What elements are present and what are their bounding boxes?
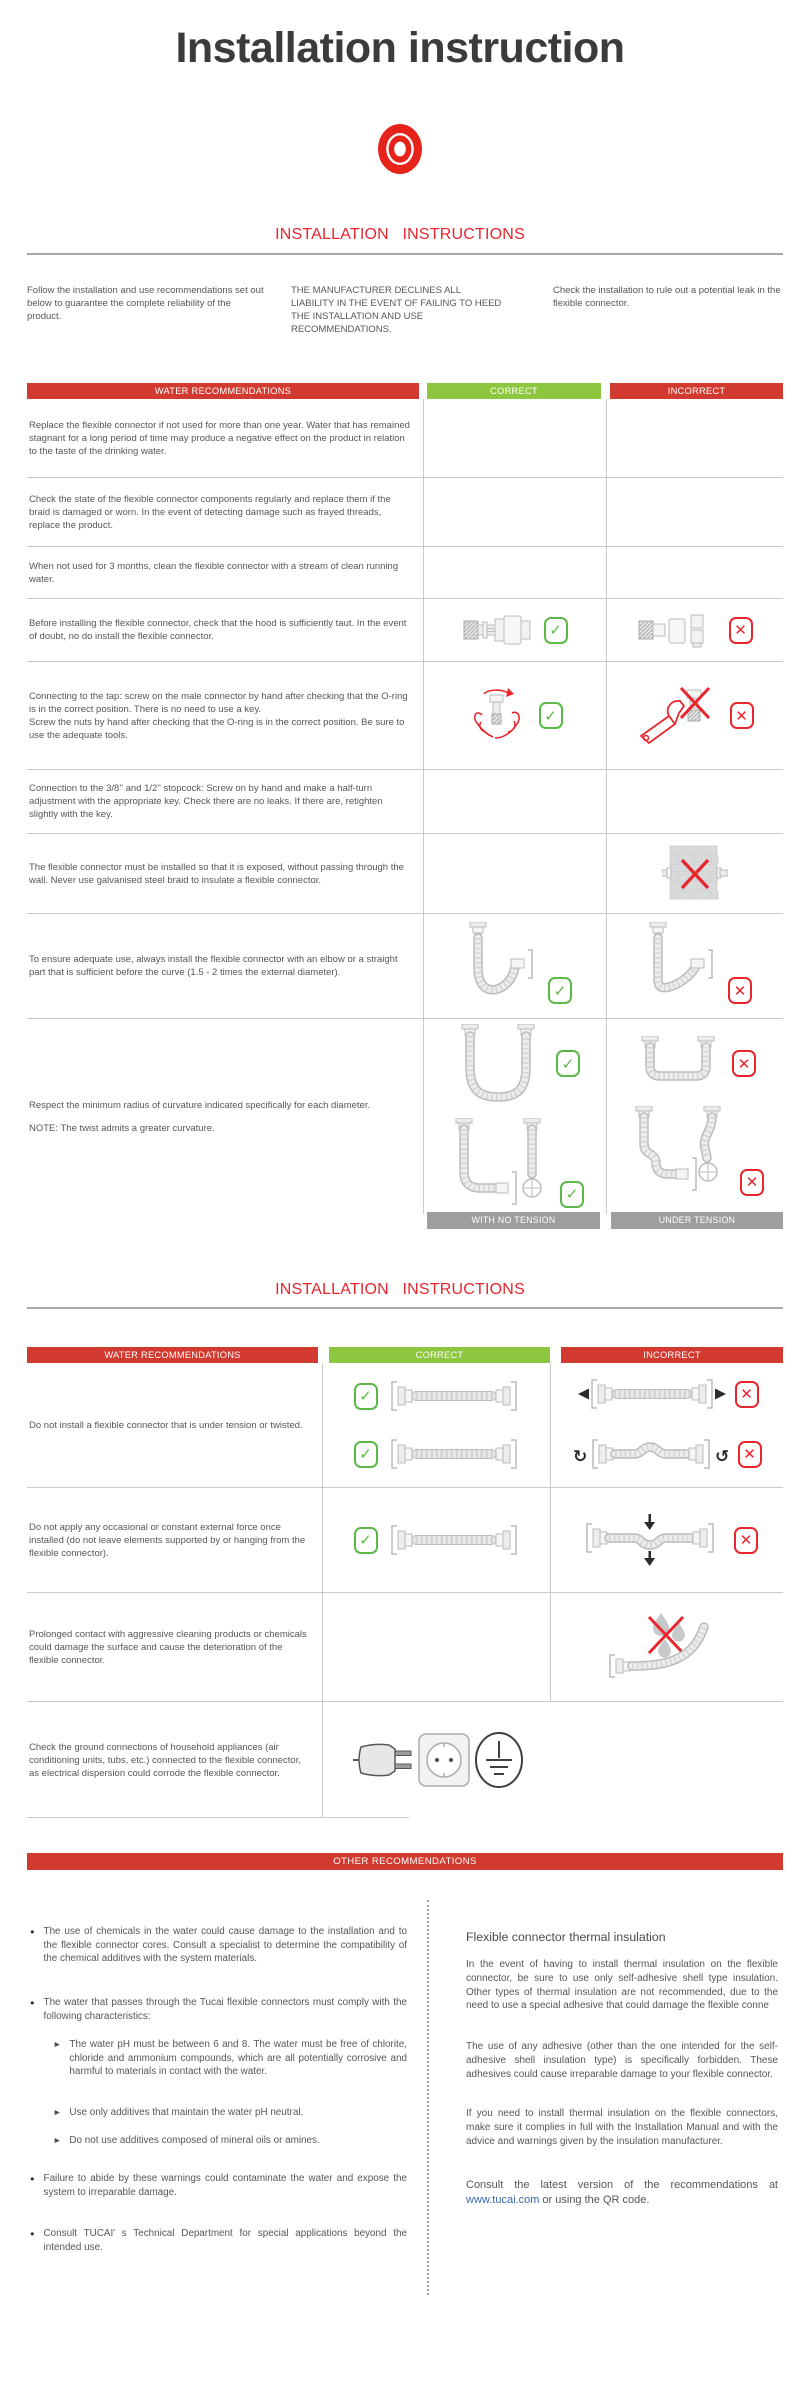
thermal-paragraph-3: If you need to install thermal insulation on the flexible connectors, make sure it complies in full with the Installation Manual and with the advice and warnings given by the insulation manufacturer.: [466, 2108, 778, 2147]
hose-tension-arrows-illustration: [576, 1374, 728, 1414]
hose-u-tight-illustration: [634, 1036, 722, 1092]
thermal-paragraph-1: In the event of having to install thermal insulation on the flexible connector, be sure to use only self-adhesive shell type insulation. Other types of thermal insulation are not recommended, due to the need to use a special adhesive that could damage the flexible conne: [466, 1959, 778, 2012]
consult-paragraph: [466, 2178, 778, 2208]
tucai-website-link[interactable]: www.tucai.com: [466, 2194, 540, 2206]
table-row: [27, 1488, 783, 1593]
row-text: Connection to the 3/8'' and 1/2'' stopcock: Screw on by hand and make a half-turn adjustment with the appropriate key. Check there are no leaks. If there are, retighten slightly with the key.: [29, 783, 383, 820]
cross-icon: ✕: [728, 977, 752, 1004]
water-recommendations-table-2: [27, 1347, 783, 1818]
table-row: [27, 1019, 783, 1214]
table1-header-row: [27, 383, 783, 399]
bullet-text: The water that passes through the Tucai flexible connectors must comply with the following characteristics:: [43, 1997, 407, 2022]
table-row: [27, 1702, 783, 1818]
cross-icon: ✕: [734, 1527, 758, 1554]
hose-straight-illustration: [388, 1520, 520, 1560]
check-icon: ✓: [556, 1050, 580, 1077]
check-icon: ✓: [354, 1383, 378, 1410]
cross-icon: ✕: [730, 702, 754, 729]
hose-twisted-arrows-illustration: [573, 1432, 731, 1476]
table2-header-row: [27, 1347, 783, 1363]
check-icon: ✓: [354, 1441, 378, 1468]
table-row: [27, 1363, 783, 1488]
table-row: [27, 834, 783, 914]
bullet-text: The use of chemicals in the water could cause damage to the installation and to the flexible connector cores. Consult a specialist to determine the compatibility of the chemical additives with the system materials.: [43, 1926, 407, 1965]
sub-arrow-icon: ►: [53, 2107, 62, 2117]
water-recommendations-table-1: [27, 383, 783, 1214]
sub-list-item: [53, 2106, 407, 2120]
row-text: Check the ground connections of household appliances (air conditioning units, tubs, etc.) connected to the flexible connector, as electrical dispersion could corrode the flexible connector.: [29, 1741, 301, 1779]
section-heading-installation-1: INSTALLATION INSTRUCTIONS: [275, 226, 525, 243]
chemicals-forbidden-illustration: [607, 1611, 727, 1683]
wall-forbidden-illustration: [662, 845, 728, 903]
row-text: Do not install a flexible connector that is under tension or twisted.: [29, 1419, 303, 1431]
brand-logo-icon: [378, 124, 422, 174]
row-text: To ensure adequate use, always install the flexible connector with an elbow or a straight part that is sufficient before the curve (1.5 - 2 times the external diameter).: [29, 954, 398, 978]
table-row: [27, 478, 783, 547]
cross-icon: ✕: [735, 1381, 759, 1408]
hose-straight-illustration: [388, 1434, 520, 1474]
page-title: Installation instruction: [175, 24, 625, 72]
sub-arrow-icon: ►: [53, 2135, 62, 2145]
hose-elbow-twisted-illustration: [626, 1106, 730, 1198]
hose-straight-illustration: [388, 1376, 520, 1416]
sub-arrow-icon: ►: [53, 2039, 62, 2049]
table2-header-incorrect: INCORRECT: [561, 1347, 783, 1363]
hose-curve-ok-illustration: [458, 922, 538, 1010]
row-text: Do not apply any occasional or constant external force once installed (do not leave elements supported by or hanging from the flexible connector).: [29, 1521, 306, 1559]
check-icon: ✓: [354, 1527, 378, 1554]
ground-connection-illustration: [353, 1727, 529, 1793]
consult-text-prefix: Consult the latest version of the recommendations at: [466, 2179, 778, 2191]
hose-external-force-illustration: [576, 1513, 726, 1567]
cross-icon: ✕: [729, 617, 753, 644]
table1-header-water: WATER RECOMMENDATIONS: [27, 383, 419, 399]
intro-paragraph-2: THE MANUFACTURER DECLINES ALL LIABILITY IN THE EVENT OF FAILING TO HEED THE INSTALLATION AND USE RECOMMENDATIONS.: [291, 285, 502, 335]
sub-list-item: [53, 2134, 407, 2148]
consult-text-suffix: or using the QR code.: [539, 2194, 650, 2206]
row-text: Before installing the flexible connector, check that the hood is sufficiently taut. In the event of doubt, no do install the flexible connector.: [29, 618, 407, 642]
list-item: [30, 2172, 407, 2199]
dotted-divider: [427, 1900, 429, 2295]
hose-curve-bad-illustration: [638, 922, 718, 1010]
cross-icon: ✕: [738, 1441, 762, 1468]
check-icon: ✓: [539, 702, 563, 729]
table-row: [27, 662, 783, 770]
list-item: [30, 2227, 407, 2254]
hose-elbow-ok-illustration: [446, 1118, 550, 1210]
row-text: Prolonged contact with aggressive cleaning products or chemicals could damage the surface and cause the deterioration of the flexible connector.: [29, 1628, 307, 1666]
table1-header-incorrect: INCORRECT: [610, 383, 783, 399]
check-icon: ✓: [548, 977, 572, 1004]
table2-header-water: WATER RECOMMENDATIONS: [27, 1347, 318, 1363]
table-row: [27, 770, 783, 834]
bullet-text: Failure to abide by these warnings could contaminate the water and expose the system to irreparable damage.: [43, 2173, 407, 2198]
row-text: Respect the minimum radius of curvature indicated specifically for each diameter.: [29, 1099, 371, 1111]
sub-bullet-text: Use only additives that maintain the water pH neutral.: [69, 2107, 304, 2118]
label-under-tension: UNDER TENSION: [611, 1212, 783, 1229]
row-text: Replace the flexible connector if not used for more than one year. Water that has remained stagnant for a long period of time may produce a negative effect on the product in relation to the taste of the drinking water.: [29, 419, 410, 457]
table-row: [27, 547, 783, 599]
divider-rule: [27, 1307, 783, 1309]
list-item: [30, 1925, 407, 1966]
bullet-icon: ●: [30, 2229, 35, 2238]
table-row: [27, 399, 783, 478]
bullet-icon: ●: [30, 1927, 35, 1936]
table1-header-correct: CORRECT: [427, 383, 601, 399]
row-text: Connecting to the tap: screw on the male connector by hand after checking that the O-ring is in the correct position. There is no need to use a key.: [29, 690, 408, 715]
partial-row-divider: [27, 1817, 409, 1818]
wrench-forbidden-illustration: [637, 686, 717, 746]
intro-paragraph-1: Follow the installation and use recommendations set out below to guarantee the complete reliability of the product.: [27, 285, 264, 322]
table-row: [27, 914, 783, 1019]
cross-icon: ✕: [740, 1169, 764, 1196]
cross-icon: ✕: [732, 1050, 756, 1077]
check-icon: ✓: [560, 1181, 584, 1208]
sub-bullet-text: Do not use additives composed of mineral oils or amines.: [69, 2135, 320, 2146]
thermal-paragraph-2: The use of any adhesive (other than the one intended for the self-adhesive shell insulation type) is specifically forbidden. These adhesives could cause irreparable damage to your flexible connector.: [466, 2041, 778, 2080]
svg-text:↻: ↻: [572, 1447, 587, 1467]
bullet-icon: ●: [30, 2174, 35, 2183]
svg-text:↺: ↺: [714, 1447, 729, 1467]
intro-paragraph-3: Check the installation to rule out a potential leak in the flexible connector.: [553, 285, 781, 309]
hose-u-wide-illustration: [450, 1024, 546, 1104]
table-row: [27, 1593, 783, 1702]
sub-bullet-text: The water pH must be between 6 and 8. The water must be free of chlorite, chloride and ammonium compounds, which are all potentially corrosive and harmful to materials in contact with the water.: [69, 2039, 407, 2078]
row-text: The flexible connector must be installed so that it is exposed, without passing through the wall. Never use galvanised steel braid to insulate a flexible connector.: [29, 861, 404, 886]
bullet-icon: ●: [30, 1998, 35, 2007]
divider-rule: [27, 253, 783, 255]
thermal-insulation-heading: Flexible connector thermal insulation: [466, 1930, 666, 1944]
check-icon: ✓: [544, 617, 568, 644]
hand-tighten-illustration: [468, 685, 526, 747]
other-recommendations-banner: OTHER RECOMMENDATIONS: [27, 1853, 783, 1870]
row-text: Check the state of the flexible connector components regularly and replace them if the braid is damaged or worn. In the event of detecting damage such as frayed threads, replace the product.: [29, 493, 391, 531]
row-text: When not used for 3 months, clean the flexible connector with a stream of clean running water.: [29, 560, 399, 585]
list-item: [30, 1996, 407, 2023]
table2-header-correct: CORRECT: [329, 1347, 550, 1363]
label-with-no-tension: WITH NO TENSION: [427, 1212, 600, 1229]
table-row: [27, 599, 783, 662]
row-text-2: Screw the nuts by hand after checking that the O-ring is in the correct position. Be sure to use the adequate tools.: [29, 716, 405, 741]
connector-taut-illustration: [463, 613, 531, 647]
connector-loose-illustration: [638, 612, 716, 648]
section-heading-installation-2: INSTALLATION INSTRUCTIONS: [275, 1281, 525, 1298]
sub-list-item: [53, 2038, 407, 2079]
row-note: NOTE: The twist admits a greater curvature.: [29, 1122, 215, 1134]
bullet-text: Consult TUCAI' s Technical Department for special applications beyond the intended use.: [43, 2228, 407, 2253]
